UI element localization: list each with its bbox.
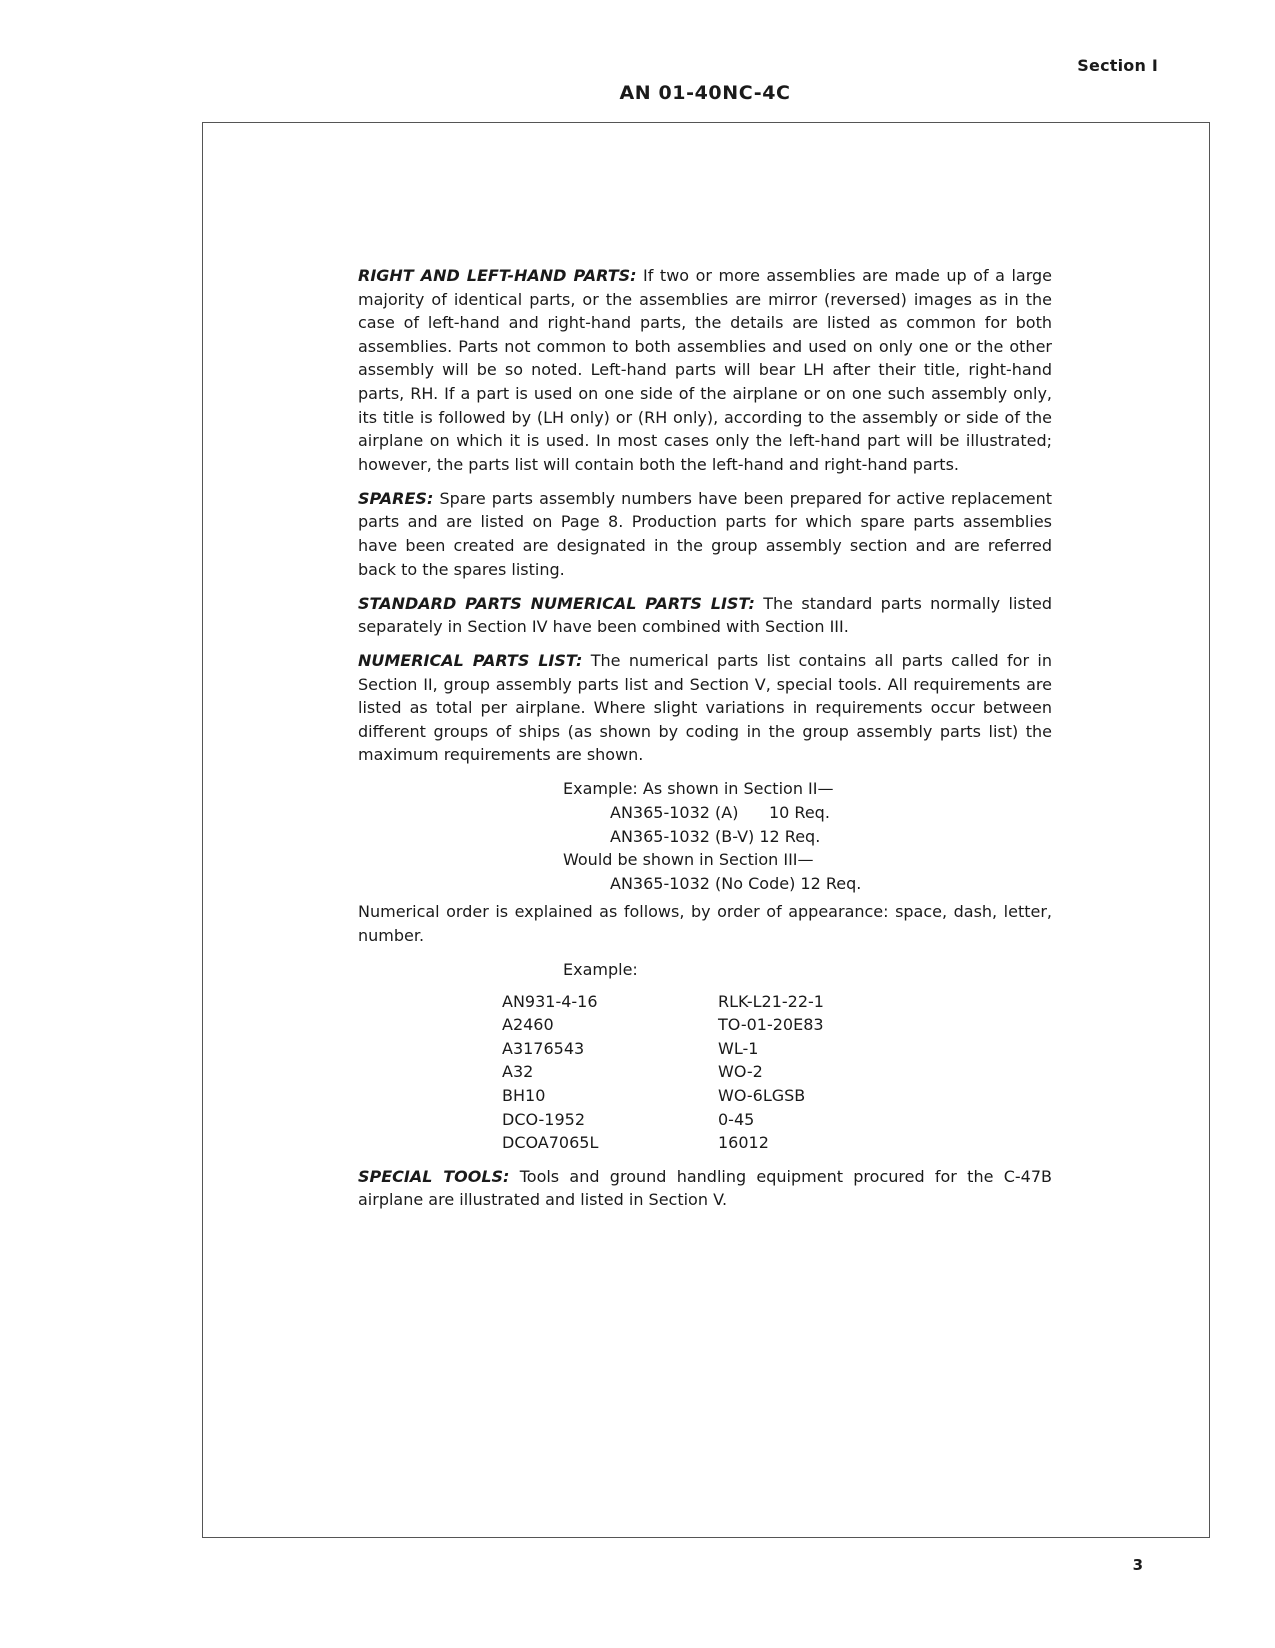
paragraph-spares — [358, 487, 1052, 581]
paragraph-right-left-parts — [358, 264, 1052, 476]
heading-spares: SPARES: — [358, 488, 434, 508]
order-item: WO-2 — [718, 1062, 763, 1082]
example-line-3: AN365-1032 (B-V) 12 Req. — [610, 826, 821, 846]
order-item: DCOA7065L — [502, 1133, 599, 1153]
order-example-table — [358, 990, 1052, 1155]
page-number: 3 — [1132, 1556, 1143, 1574]
order-item: TO-01-20E83 — [718, 1015, 824, 1035]
order-item: A32 — [502, 1062, 534, 1082]
body-content — [358, 264, 1052, 1222]
order-item: 0-45 — [718, 1109, 755, 1129]
order-example-title: Example: — [563, 959, 638, 979]
paragraph-special-tools — [358, 1165, 1052, 1212]
text-right-left-parts: If two or more assemblies are made up of a large majority of identical parts, or the assemblies are mirror (reversed) images as in the case of left-hand and right-hand parts, the details are listed as common for both assemblies. Parts not common to both assemblies and used on only one or the other assembly will be so noted. Left-hand parts will bear LH after their title, right-hand parts, RH. If a part is used on one side of the airplane or on one such assembly only, its title is followed by (LH only) or (RH only), according to the assembly or side of the airplane on which it is used. In most cases only the left-hand part will be illustrated; however, the parts list will contain both the left-hand and right-hand parts. — [358, 266, 1052, 474]
text-numerical-order: Numerical order is explained as follows, by order of appearance: space, dash, letter, number. — [358, 902, 1052, 945]
text-spares: Spare parts assembly numbers have been prepared for active replacement parts and are listed on Page 8. Production parts for which spare parts assemblies have been created are designated in the group assembly section and are referred back to the spares listing. — [358, 488, 1052, 579]
order-item: AN931-4-16 — [502, 991, 598, 1011]
example-line-4: Would be shown in Section III— — [563, 850, 814, 870]
paragraph-numerical-order — [358, 900, 1052, 947]
order-item: BH10 — [502, 1085, 546, 1105]
order-item: A3176543 — [502, 1038, 585, 1058]
order-item: 16012 — [718, 1133, 769, 1153]
order-item: A2460 — [502, 1015, 554, 1035]
example-line-1: Example: As shown in Section II— — [563, 779, 834, 799]
example-line-2: AN365-1032 (A) 10 Req. — [610, 803, 830, 823]
example-line-5: AN365-1032 (No Code) 12 Req. — [610, 873, 862, 893]
requirements-example — [358, 777, 1052, 895]
text-numerical-parts: The numerical parts list contains all parts called for in Section II, group assembly parts list and Section V, special tools. All requirements are listed as total per airplane. Where slight variations in requirements occur between different groups of ships (as shown by coding in the group assembly parts list) the maximum requirements are shown. — [358, 651, 1052, 765]
heading-standard-parts: STANDARD PARTS NUMERICAL PARTS LIST: — [358, 593, 755, 613]
order-column-left — [502, 990, 718, 1155]
order-item: RLK-L21-22-1 — [718, 991, 824, 1011]
order-column-right — [718, 990, 934, 1155]
order-item: DCO-1952 — [502, 1109, 586, 1129]
section-label: Section I — [1077, 56, 1158, 75]
paragraph-numerical-parts — [358, 649, 1052, 767]
text-standard-parts: The standard parts normally listed separately in Section IV have been combined with Section III. — [358, 593, 1053, 637]
paragraph-standard-parts — [358, 592, 1052, 639]
heading-special-tools: SPECIAL TOOLS: — [358, 1166, 510, 1186]
order-item: WO-6LGSB — [718, 1085, 806, 1105]
heading-right-left-parts: RIGHT AND LEFT-HAND PARTS: — [358, 266, 637, 285]
document-number: AN 01-40NC-4C — [619, 82, 791, 104]
text-special-tools: Tools and ground handling equipment procured for the C-47B airplane are illustrated and listed in Section V. — [358, 1166, 1052, 1210]
order-item: WL-1 — [718, 1038, 759, 1058]
heading-numerical-parts: NUMERICAL PARTS LIST: — [358, 651, 583, 671]
